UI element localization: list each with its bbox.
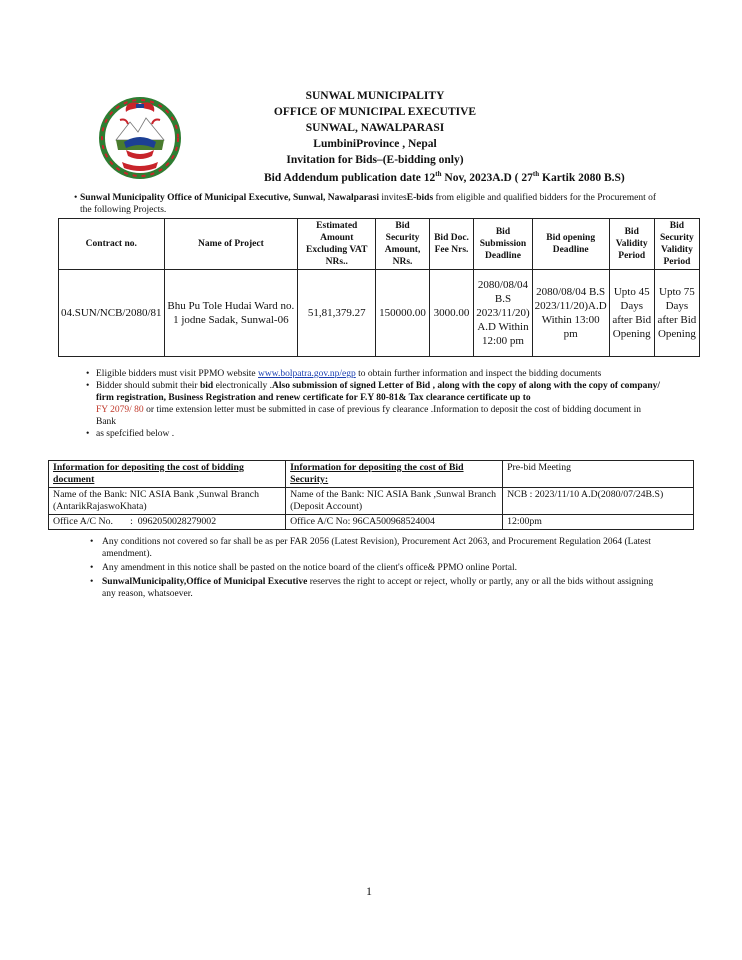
bid-security-header: Information for depositing the cost of Bid Security: [286, 461, 503, 488]
project-name-cell: Bhu Pu Tole Hudai Ward no. 1 jodne Sadak, Sunwal-06 [164, 270, 298, 357]
doc-cost-header: Information for depositing the cost of bidding document [49, 461, 286, 488]
bid-table [58, 218, 700, 357]
bullet-icon: • [90, 537, 94, 547]
list-item: • Eligible bidders must visit PPMO website www.bolpatra.gov.np/egp to obtain further information and inspect the bidding documents [86, 369, 602, 379]
conditions-list [88, 536, 658, 602]
list-item: • Bidder should submit their bid electronically .Also submission of signed Letter of Bid , along with the copy of along with the copy of company/ firm registration, Business Registration and renew certificate for F.Y 80-81& Tax clearance certificate up to FY 2079/ 80 or time extension letter must be submitted in case of previous fy clearance .Information to deposit the cost of bidding document in Bank [86, 381, 661, 427]
submission-deadline-cell: 2080/08/04 B.S 2023/11/20) A.D Within 12:00 pm [474, 270, 532, 357]
list-item: • SunwalMunicipality,Office of Municipal Executive reserves the right to accept or reject, wholly or partly, any or all the bids without assigning any reason, whatsoever. [90, 577, 654, 599]
notice-header [250, 88, 500, 168]
doc-fee-cell: 3000.00 [429, 270, 474, 357]
nepal-emblem-logo [96, 92, 184, 180]
municipality-name: SUNWAL MUNICIPALITY [305, 90, 445, 102]
intro-paragraph: • Sunwal Municipality Office of Municipal Executive, Sunwal, Nawalparasi invitesE-bids from eligible and qualified bidders for the Procurement of the following Projects. [74, 193, 657, 215]
province: LumbiniProvince , Nepal [313, 138, 437, 150]
security-validity-cell: Upto 75 Days after Bid Opening [654, 270, 699, 357]
bullet-icon: • [86, 381, 90, 391]
table-row [59, 270, 700, 357]
opening-deadline-cell: 2080/08/04 B.S 2023/11/20)A.D Within 13:00 pm [532, 270, 609, 357]
column-header: Bid Security Validity Period [654, 219, 699, 270]
ppmo-website-link[interactable]: www.bolpatra.gov.np/egp [258, 369, 356, 379]
bullet-icon: • [86, 369, 90, 379]
list-item: • Any conditions not covered so far shall be as per FAR 2056 (Latest Revision), Procurement Act 2063, and Procurement Regulation 2064 (Latest amendment). [90, 537, 651, 559]
column-header: Contract no. [59, 219, 165, 270]
doc-cost-bank: Name of the Bank: NIC ASIA Bank ,Sunwal Branch (AntarikRajaswoKhata) [49, 488, 286, 515]
notice-title: Invitation for Bids–(E-bidding only) [286, 154, 464, 166]
addendum-date-line: Bid Addendum publication date 12th Nov, 2023A.D ( 27th Kartik 2080 B.S) [264, 170, 625, 184]
table-row [49, 461, 694, 488]
bullet-icon: • [74, 193, 78, 203]
estimated-amount-cell: 51,81,379.27 [298, 270, 376, 357]
instructions-list [82, 368, 662, 440]
doc-cost-account: Office A/C No. : 0962050028279002 [49, 515, 286, 530]
office-location: SUNWAL, NAWALPARASI [305, 122, 445, 134]
bid-security-bank: Name of the Bank: NIC ASIA Bank ,Sunwal Branch (Deposit Account) [286, 488, 503, 515]
column-header: Bid Submission Deadline [474, 219, 532, 270]
bid-security-cell: 150000.00 [376, 270, 429, 357]
table-row [49, 515, 694, 530]
column-header: Bid opening Deadline [532, 219, 609, 270]
list-item: • as spefcified below . [86, 429, 175, 439]
office-name: OFFICE OF MUNICIPAL EXECUTIVE [273, 106, 477, 118]
column-header: Estimated Amount Excluding VAT NRs.. [298, 219, 376, 270]
bullet-icon: • [90, 577, 94, 587]
bid-security-account: Office A/C No: 96CA500968524004 [286, 515, 503, 530]
pre-bid-date: NCB : 2023/11/10 A.D(2080/07/24B.S) [503, 488, 694, 515]
deposit-info-table [48, 460, 694, 530]
bullet-icon: • [86, 429, 90, 439]
fiscal-year-highlight: FY 2079/ 80 [96, 405, 144, 415]
bid-validity-cell: Upto 45 Days after Bid Opening [609, 270, 654, 357]
pre-bid-time: 12:00pm [503, 515, 694, 530]
column-header: Bid Doc. Fee Nrs. [429, 219, 474, 270]
column-header: Name of Project [164, 219, 298, 270]
column-header: Bid Validity Period [609, 219, 654, 270]
list-item: • Any amendment in this notice shall be pasted on the notice board of the client's office& PPMO online Portal. [90, 563, 517, 573]
pre-bid-header: Pre-bid Meeting [503, 461, 694, 488]
contract-no-cell: 04.SUN/NCB/2080/81 [59, 270, 165, 357]
bullet-icon: • [90, 563, 94, 573]
column-header: Bid Security Amount, NRs. [376, 219, 429, 270]
table-row [49, 488, 694, 515]
table-header-row [59, 219, 700, 270]
page-number: 1 [366, 884, 372, 898]
